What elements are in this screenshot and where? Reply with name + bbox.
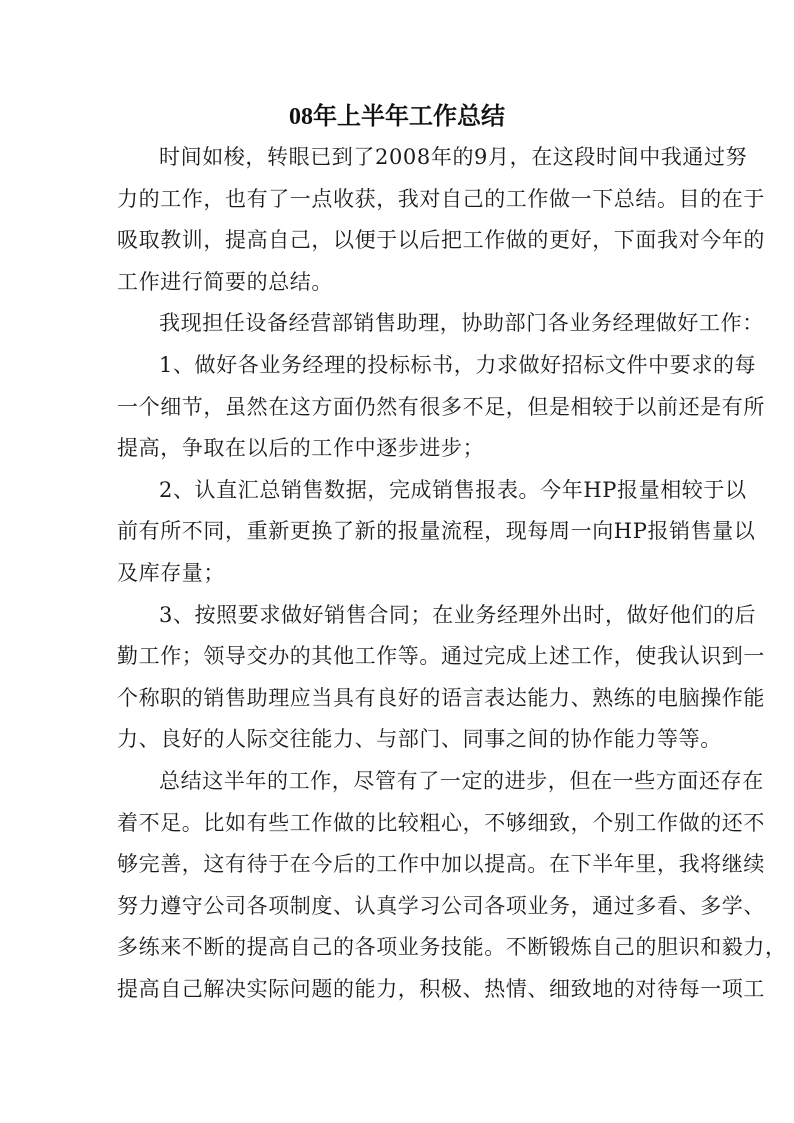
text-line: 3、按照要求做好销售合同；在业务经理外出时，做好他们的后 [159,602,757,627]
paragraph-summary [117,761,787,1011]
document-body [117,137,787,1010]
paragraph-intro [117,137,765,303]
text-line: 总结这半年的工作，尽管有了一定的进步，但在一些方面还存在 [159,768,764,793]
text-line: 力、良好的人际交往能力、与部门、同事之间的协作能力等等。 [117,727,722,752]
paragraph-item-3 [117,595,765,761]
text-line: 工作进行简要的总结。 [117,269,333,294]
text-line: 努力遵守公司各项制度、认真学习公司各项业务，通过多看、多学、 [117,893,765,918]
paragraph-item-1 [117,345,765,470]
text-line: 勤工作；领导交办的其他工作等。通过完成上述工作，使我认识到一 [117,644,765,669]
text-line: 吸取教训，提高自己，以便于以后把工作做的更好，下面我对今年的 [117,228,765,253]
text-line: 提高自己解决实际问题的能力，积极、热情、细致地的对待每一项工 [117,976,765,1001]
text-line: 前有所不同，重新更换了新的报量流程，现每周一向HP报销售量以 [117,519,756,544]
text-line: 着不足。比如有些工作做的比较粗心，不够细致，个别工作做的还不 [117,810,765,835]
text-line: 1、做好各业务经理的投标标书，力求做好招标文件中要求的每 [159,352,757,377]
document-title: 08年上半年工作总结 [289,104,505,130]
text-line: 够完善，这有待于在今后的工作中加以提高。在下半年里，我将继续 [117,852,765,877]
text-line: 我现担任设备经营部销售助理，协助部门各业务经理做好工作： [159,311,764,336]
text-line: 时间如梭，转眼已到了2008年的9月，在这段时间中我通过努 [159,145,748,169]
text-line: 提高，争取在以后的工作中逐步进步； [117,436,485,461]
text-line: 个称职的销售助理应当具有良好的语言表达能力、熟练的电脑操作能 [117,685,765,710]
paragraph-item-2 [117,470,756,595]
text-line: 及库存量； [117,560,225,585]
text-line: 一个细节，虽然在这方面仍然有很多不足，但是相较于以前还是有所 [117,394,765,419]
paragraph-role [117,303,764,345]
text-line: 多练来不断的提高自己的各项业务技能。不断锻炼自己的胆识和毅力， [117,935,787,960]
text-line: 2、认直汇总销售数据，完成销售报表。今年HP报量相较于以 [159,477,747,502]
text-line: 力的工作，也有了一点收获，我对自己的工作做一下总结。目的在于 [117,186,765,211]
